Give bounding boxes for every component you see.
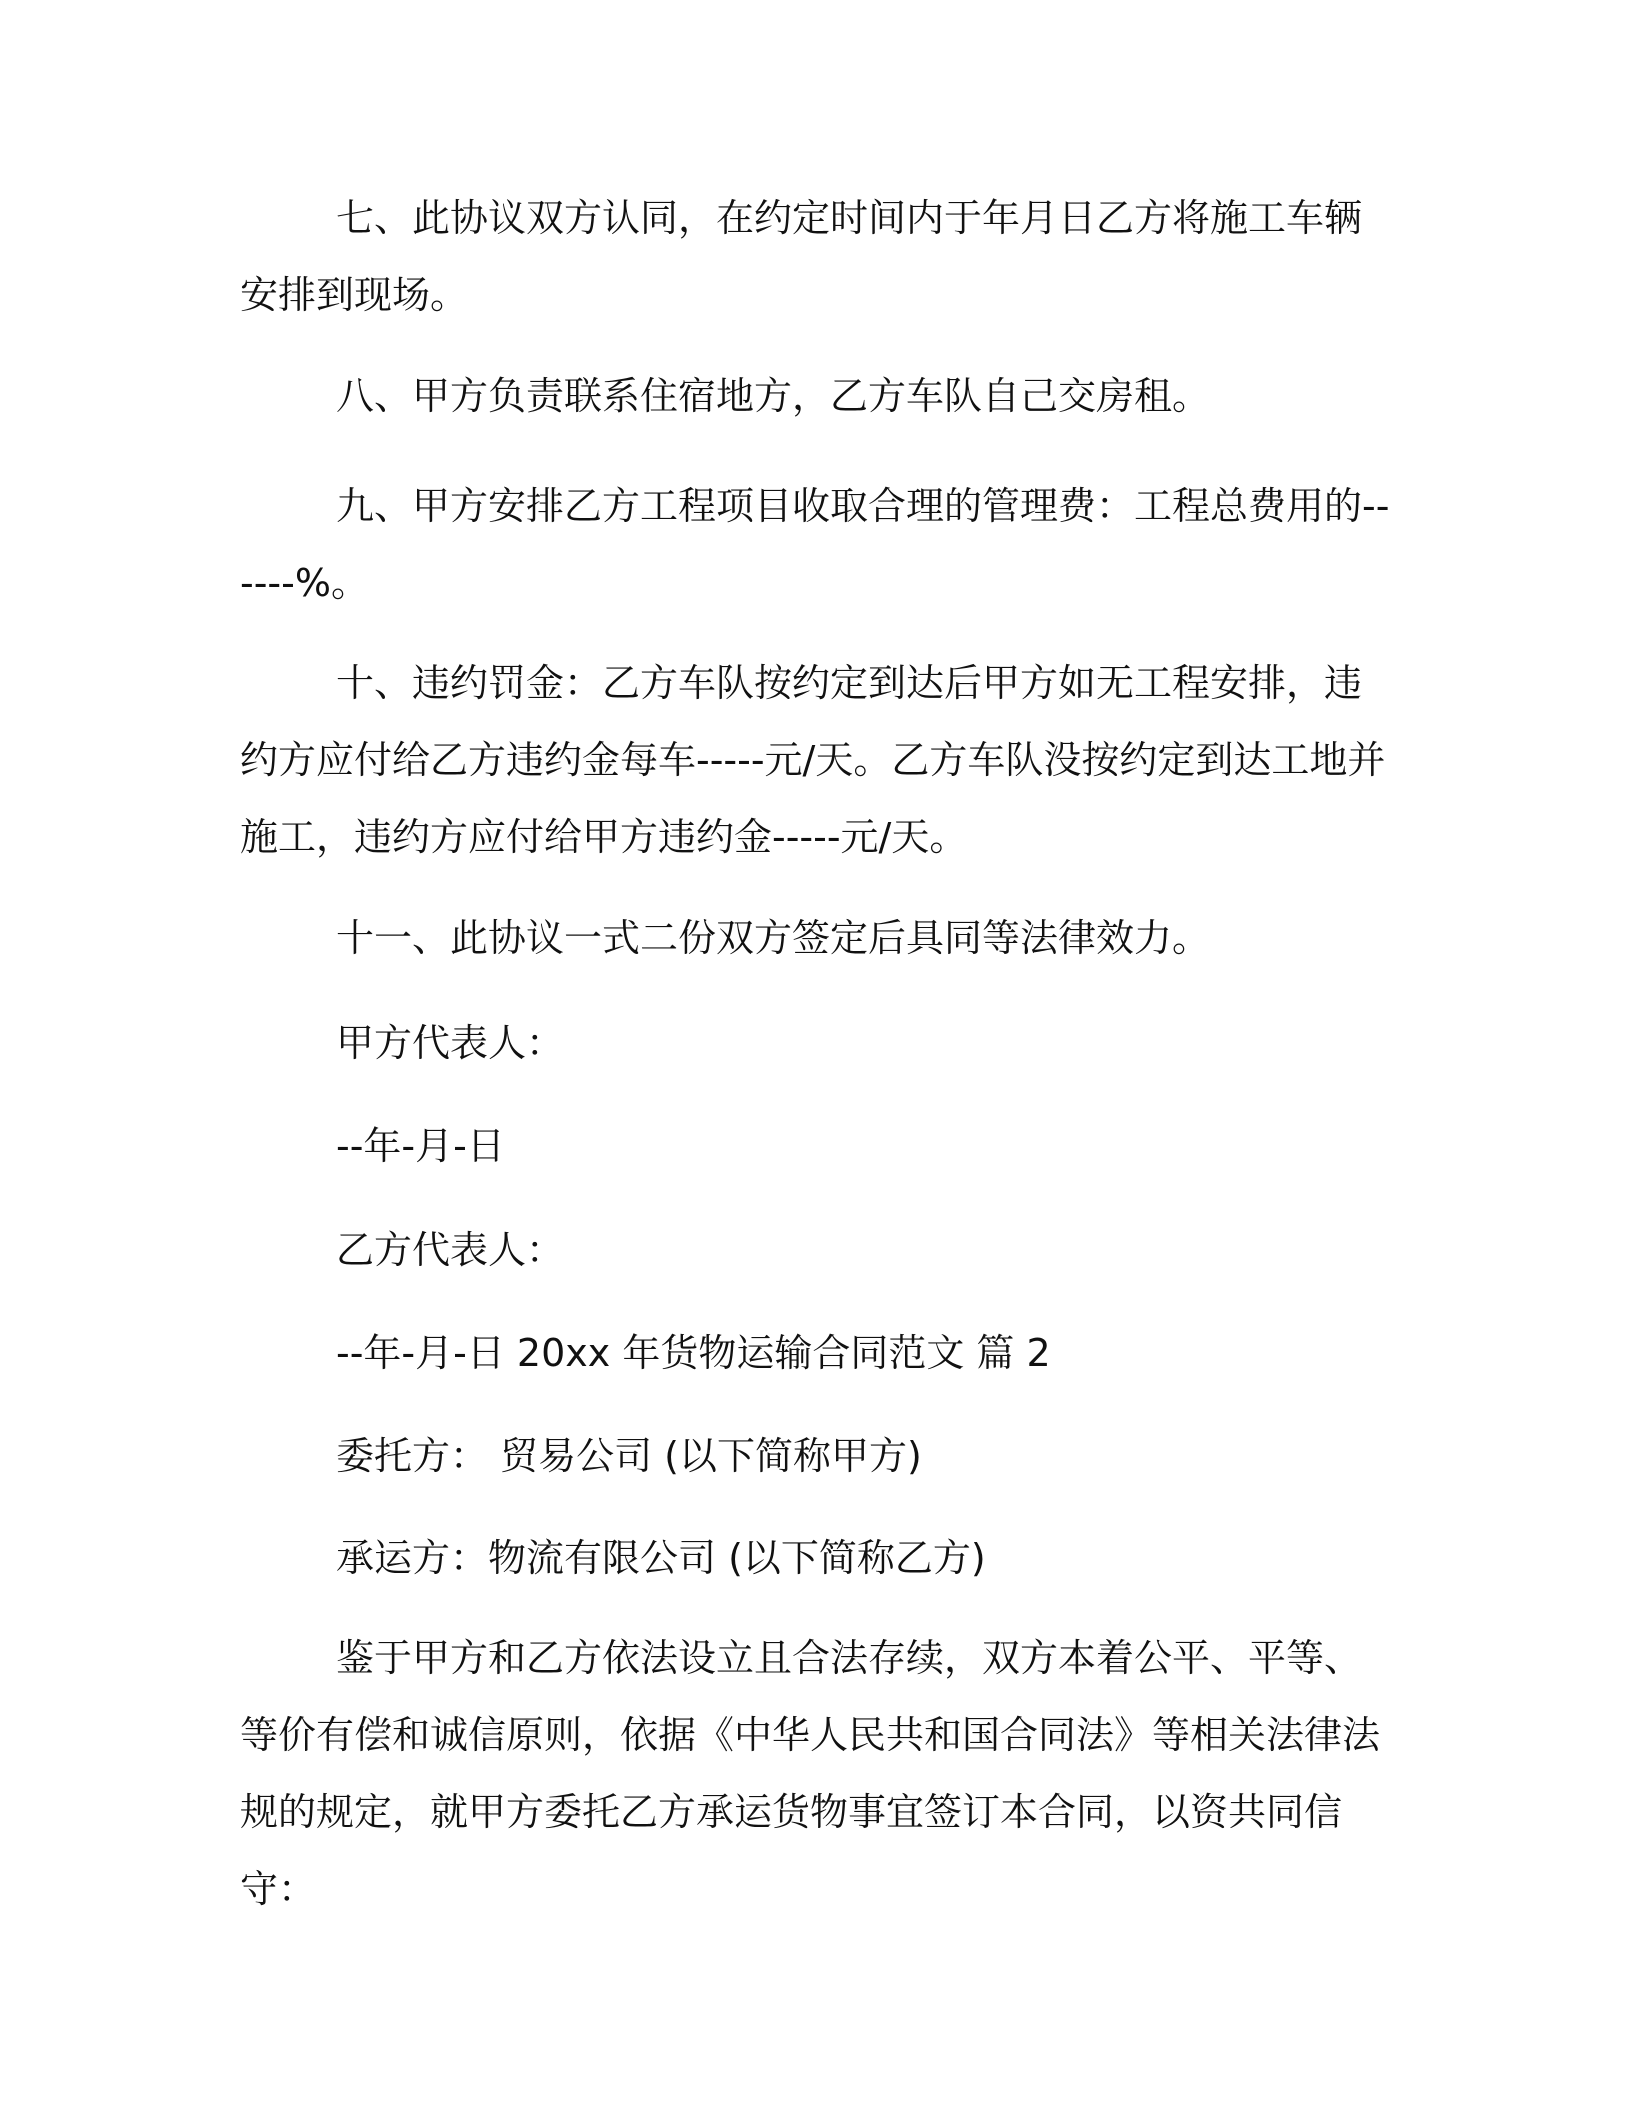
clause-11: 十一、此协议一式二份双方签定后具同等法律效力。 [336, 916, 1211, 960]
clause-9: 九、甲方安排乙方工程项目收取合理的管理费：工程总费用的------%。 [240, 484, 1390, 605]
party-a-date: --年-月-日 [336, 1124, 505, 1168]
clause-7: 七、此协议双方认同，在约定时间内于年月日乙方将施工车辆安排到现场。 [240, 196, 1363, 317]
party-a-representative: 甲方代表人： [336, 1021, 565, 1065]
carrier-party: 承运方：物流有限公司 (以下简称乙方) [336, 1536, 986, 1580]
party-b-date-and-section-title: --年-月-日 20xx 年货物运输合同范文 篇 2 [336, 1331, 1051, 1375]
party-b-representative: 乙方代表人： [336, 1228, 565, 1272]
contract-preamble: 鉴于甲方和乙方依法设立且合法存续，双方本着公平、平等、等价有偿和诚信原则，依据《中华人民共和国合同法》等相关法律法规的规定，就甲方委托乙方承运货物事宜签订本合同，以资共同信守： [240, 1636, 1381, 1911]
client-party: 委托方： 贸易公司 (以下简称甲方) [336, 1434, 922, 1478]
clause-8: 八、甲方负责联系住宿地方，乙方车队自己交房租。 [336, 374, 1211, 418]
clause-10: 十、违约罚金：乙方车队按约定到达后甲方如无工程安排，违约方应付给乙方违约金每车-----元/天。乙方车队没按约定到达工地并施工，违约方应付给甲方违约金-----元/天。 [240, 661, 1386, 859]
